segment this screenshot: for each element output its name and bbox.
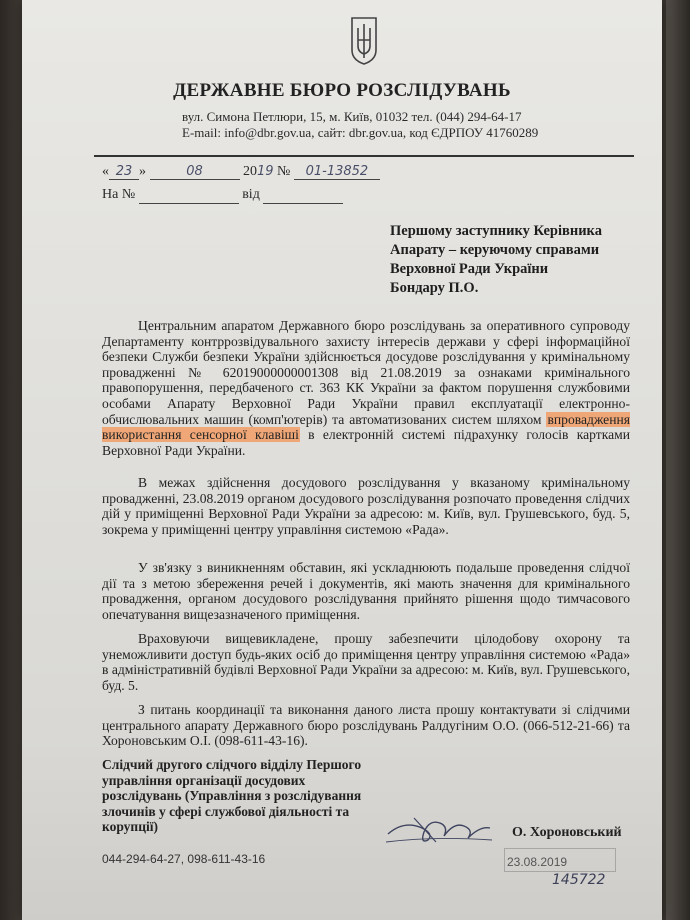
body-paragraph-1: Центральним апаратом Державного бюро розслідувань за оперативного супроводу Департаменту контррозвідувального захисту інтересів держави у сфері інформаційної безпеки Служби безпеки України здійснюється досудове розслідування у кримінальному провадженні № 62019000000001308 від 21.08.2019 за ознаками кримінального правопорушення, передбаченого ст. 363 КК України за фактом порушення службовими особами Апарату Верховної Ради України правил експлуатації електронно-обчислювальних машин (комп'ютерів) та автоматизованих систем шляхом впровадження використання сенсорної клавіші в електронній системі підрахунку голосів картками Верховної Ради України. — [102, 318, 630, 458]
body-paragraph-4: Враховуючи вищевикладене, прошу забезпечити цілодобову охорону та унеможливити доступ будь-яких осіб до приміщення центру управління системою «Рада» в адміністративній будівлі Верховної Ради України за адресою: м. Київ, вул. Грушевського, буд. 5. — [102, 631, 630, 693]
trident-emblem-icon — [349, 14, 379, 66]
organization-name: ДЕРЖАВНЕ БЮРО РОЗСЛІДУВАНЬ — [173, 80, 511, 101]
document-page — [22, 0, 662, 920]
date-month: 08 — [150, 164, 240, 180]
date-year-prefix: 20 — [243, 164, 257, 179]
organization-contacts: E-mail: info@dbr.gov.ua, сайт: dbr.gov.ua, код ЄДРПОУ 41760289 — [182, 125, 539, 140]
outgoing-number-label: № — [277, 164, 291, 179]
recipient-line: Апарату – керуючому справами — [390, 242, 600, 258]
handwritten-signature — [384, 808, 494, 848]
signer-phones: 044-294-64-27, 098-611-43-16 — [102, 852, 266, 866]
date-day: 23 — [109, 164, 139, 180]
recipient-block — [390, 222, 602, 298]
incoming-date-label: від — [242, 187, 260, 202]
outgoing-dateline — [102, 164, 380, 180]
organization-address: вул. Симона Петлюри, 15, м. Київ, 01032 тел. (044) 294-64-17 — [182, 109, 522, 124]
recipient-line: Верховної Ради України — [390, 261, 549, 277]
recipient-line: Першому заступнику Керівника — [390, 223, 602, 239]
highlighted-phrase: впровадження використання сенсорної клавіші — [102, 411, 630, 443]
header-divider — [94, 155, 634, 157]
body-paragraph-2: В межах здійснення досудового розслідування у вказаному кримінальному провадженні, 23.08.2019 органом досудового розслідування розпочато проведення слідчих дій у приміщенні Верховної Ради України за адресою: м. Київ, вул. Грушевського, буд. 5, зокрема у приміщенні центру управління системою «Рада». — [102, 475, 630, 537]
body-paragraph-5: З питань координації та виконання даного листа прошу контактувати зі слідчими центрального апарату Державного бюро розслідувань Ралдугіним О.О. (066-512-21-66) та Хороновським О.І. (098-611-43-16). — [102, 702, 630, 749]
outgoing-number: 01-13852 — [294, 164, 380, 180]
date-open-quote: « — [102, 164, 109, 179]
incoming-reference-line — [102, 187, 343, 204]
date-year-suffix: 19 — [257, 164, 274, 179]
signer-position: Слідчий другого слідчого відділу Першого управління організації досудових розслідувань (Управління з розслідування злочинів у сфері службової діяльності та корупції) — [102, 757, 362, 834]
background-right — [666, 0, 690, 920]
body-paragraph-3: У зв'язку з виникненням обставин, які ускладнюють подальше проведення слідчої дії та з метою збереження речей і документів, які мають значення для кримінального провадження, органом досудового розслідування прийнято рішення щодо тимчасового опечатування вищезазначеного приміщення. — [102, 560, 630, 622]
incoming-number-label: На № — [102, 187, 136, 202]
recipient-line: Бондару П.О. — [390, 280, 479, 296]
registration-number: 145722 — [552, 872, 606, 888]
signer-name: О. Хороновський — [512, 825, 622, 840]
date-close-quote: » — [139, 164, 146, 179]
stamp-date: 23.08.2019 — [507, 855, 568, 869]
